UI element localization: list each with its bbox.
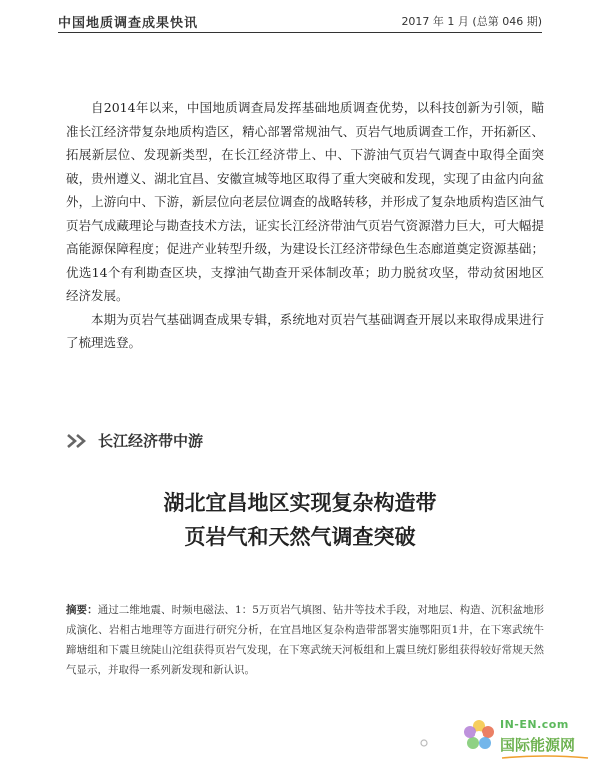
issue-info: 2017 年 1 月 (总第 046 期) (401, 15, 542, 28)
intro-paragraph: 本期为页岩气基础调查成果专辑，系统地对页岩气基础调查开展以来取得成果进行了梳理选登。 (66, 311, 544, 350)
abstract (66, 600, 544, 680)
abstract-label: 摘要： (66, 604, 98, 616)
article-title-line: 页岩气和天然气调查突破 (184, 525, 416, 549)
journal-title: 中国地质调查成果快讯 (58, 15, 199, 31)
page-header (58, 10, 542, 33)
abstract-text: 通过二维地震、时频电磁法、1：5万页岩气填图、钻井等技术手段，对地层、构造、沉积盆地形成演化、岩相古地理等方面进行研究分析，在宜昌地区复杂构造带部署实施鄂阳页1井，在下寒武统牛蹄塘组和下震旦统陡山沱组获得页岩气发现，在下寒武统天河板组和上震旦统灯影组获得较好常规天然气显示，并取得一系列新发现和新认识。 (66, 604, 545, 676)
double-chevron-icon (66, 433, 92, 449)
section-heading-text: 长江经济带中游 (98, 432, 204, 450)
watermark-logo (462, 714, 594, 764)
watermark-name: 国际能源网 (500, 736, 576, 754)
article-title-line: 湖北宜昌地区实现复杂构造带 (163, 491, 437, 515)
intro-paragraph: 自2014年以来，中国地质调查局发挥基础地质调查优势，以科技创新为引领，瞄准长江经济带复杂地质构造区，精心部署常规油气、页岩气地质调查工作，开拓新区、拓展新层位、发现新类型，在长江经济带上、中、下游油气页岩气调查中取得全面突破，贵州遵义、湖北宜昌、安徽宣城等地区取得了重大突破和发现，实现了由盆内向盆外，上游向中、下游，新层位向老层位调查的战略转移，并形成了复杂地质构造区油气页岩气成藏理论与勘查技术方法，证实长江经济带油气页岩气资源潜力巨大，可大幅提高能源保障程度；促进产业转型升级，为建设长江经济带绿色生态廊道奠定资源基础；优选14个有利勘查区块，支撑油气勘查开采体制改革；助力脱贫攻坚，带动贫困地区经济发展。 (66, 100, 544, 303)
section-heading (66, 430, 203, 451)
intro-text (66, 96, 544, 355)
article-title (0, 486, 600, 554)
pin-icon (418, 738, 430, 748)
flower-logo-icon (462, 718, 496, 752)
swoosh-decoration (500, 754, 590, 760)
watermark-domain: IN-EN.com (500, 718, 569, 731)
